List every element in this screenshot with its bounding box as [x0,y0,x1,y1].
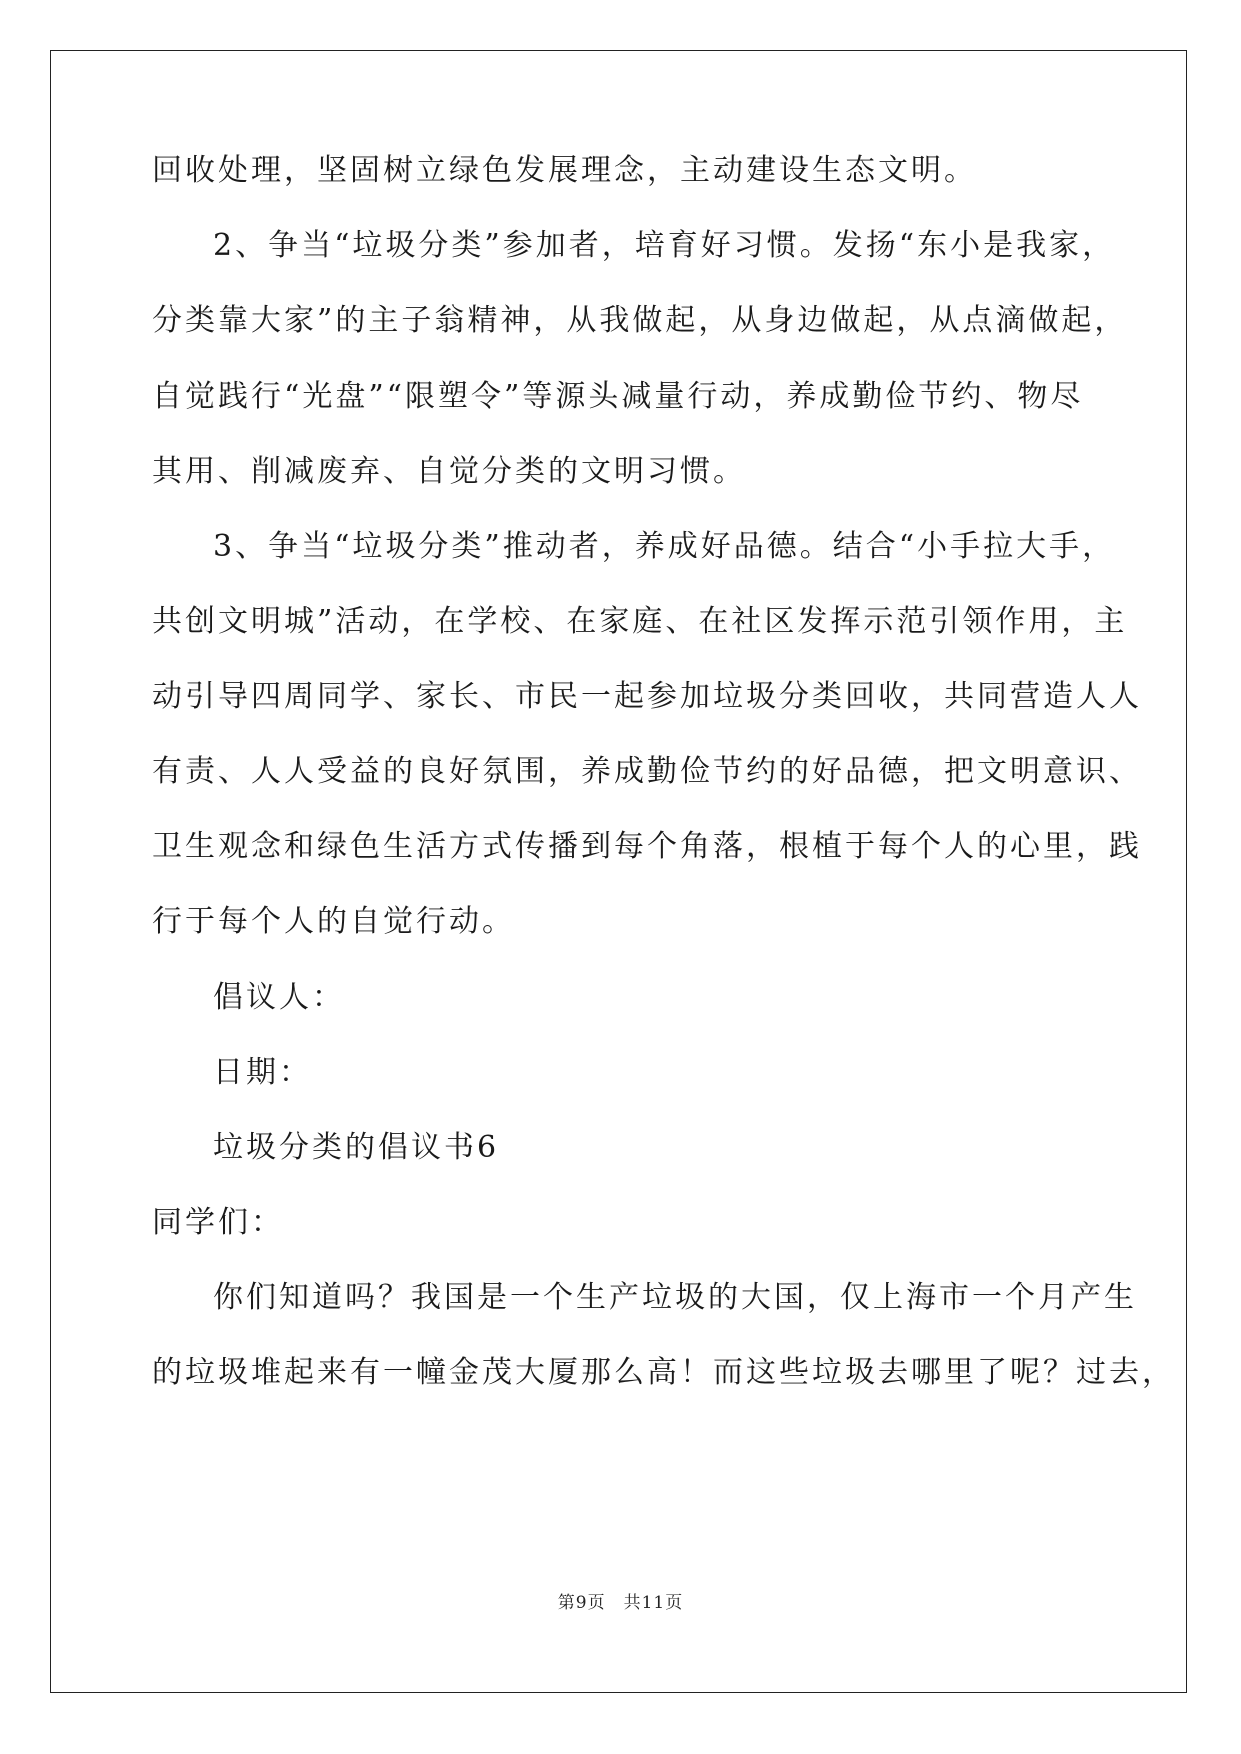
body-text-line: 的垃圾堆起来有一幢金茂大厦那么高！而这些垃圾去哪里了呢？过去， [152,1355,1175,1390]
body-text-line: 卫生观念和绿色生活方式传播到每个角落，根植于每个人的心里，践 [152,829,1142,864]
body-text-line: 分类靠大家”的主子翁精神，从我做起，从身边做起，从点滴做起， [152,303,1128,338]
body-text-line: 回收处理，坚固树立绿色发展理念，主动建设生态文明。 [152,153,977,188]
body-text-line: 其用、削减废弃、自觉分类的文明习惯。 [152,454,746,489]
body-text-line: 共创文明城”活动，在学校、在家庭、在社区发挥示范引领作用，主 [152,604,1128,639]
body-text-line: 动引导四周同学、家长、市民一起参加垃圾分类回收，共同营造人人 [152,679,1142,714]
page-frame [50,50,1187,1693]
body-text-line: 2、争当“垃圾分类”参加者，培育好习惯。发扬“东小是我家， [213,228,1116,263]
signatory-label: 倡议人： [213,980,345,1015]
page-number-footer: 第9页 共11页 [557,1593,684,1613]
salutation: 同学们： [152,1205,284,1240]
body-text-line: 行于每个人的自觉行动。 [152,904,515,939]
body-text-line: 有责、人人受益的良好氛围，养成勤俭节约的好品德，把文明意识、 [152,754,1142,789]
date-label: 日期： [213,1055,312,1090]
section-title: 垃圾分类的倡议书6 [213,1130,500,1165]
body-text-line: 你们知道吗？我国是一个生产垃圾的大国，仅上海市一个月产生 [213,1280,1137,1315]
body-text-line: 自觉践行“光盘”“限塑令”等源头减量行动，养成勤俭节约、物尽 [152,379,1084,414]
body-text-line: 3、争当“垃圾分类”推动者，养成好品德。结合“小手拉大手， [213,529,1116,564]
